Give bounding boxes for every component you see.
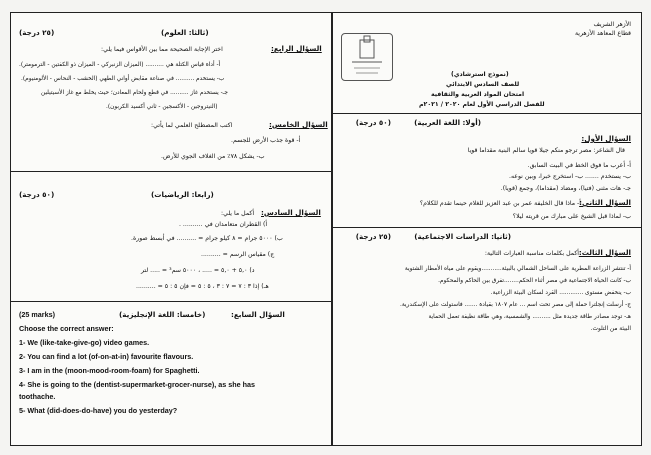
math-line-1: أ) القطران متعامدان في .......... .	[179, 221, 268, 228]
english-marks: (25 marks)	[19, 310, 55, 319]
arabic-q1-c: جـ- هات مثنى (فتيا)، ومضاد (مقداما)، وجمع (قويا).	[500, 185, 631, 192]
math-title: (رابعا: الرياضيات)	[151, 190, 214, 199]
arabic-q1: السؤال الأول:	[581, 134, 631, 143]
english-item-4: 4- She is going to the (dentist-supermarket-grocer-nurse), as she has	[19, 380, 256, 389]
science-line-2: ب- يستخدم .......... في صناعة مقابض أواني الطهي (الخشب - النحاس - الألومنيوم).	[21, 76, 225, 82]
science-q5-b: ب- يشكل ٧٨٪ من الغلاف الجوي للأرض.	[161, 153, 265, 160]
science-title: (ثالثا: العلوم)	[161, 28, 209, 37]
header-exam: امتحان المواد العربية والثقافية	[431, 91, 525, 98]
arabic-rule	[332, 227, 641, 228]
math-marks: (٥٠ درجة)	[19, 190, 55, 199]
social-q3-head: أكمل بكلمات مناسبة العبارات التالية:	[484, 250, 579, 257]
science-q4: السؤال الرابع:	[271, 44, 322, 53]
azhar-logo	[341, 33, 393, 81]
azhar-logo-icon	[342, 34, 392, 80]
math-line-3: ج) مقياس الرسم = ..........	[201, 251, 275, 258]
social-line-2: ب- كانت الحياة الاجتماعية في مصر أثناء الحكم........تفرق بين الحاكم والمحكوم.	[438, 278, 631, 284]
science-q5: السؤال الخامس:	[269, 120, 328, 129]
header-sector: قطاع المعاهد الأزهرية	[574, 30, 631, 37]
math-q6-head: أكمل ما يلي:	[221, 210, 255, 217]
english-item-2: 2- You can find a lot (of-on-at-in) favourite flavours.	[19, 352, 194, 361]
arabic-marks: (٥٠ درجة)	[355, 118, 391, 127]
header-model: (نموذج استرشادي)	[451, 71, 509, 78]
science-marks: (٢٥ درجة)	[19, 28, 55, 37]
arabic-q2: السؤال الثاني:	[579, 198, 631, 207]
header-term: للفصل الدراسي الأول لعام ٢٠٢٠ / ٢٠٢١م	[419, 101, 545, 108]
social-q3: السؤال الثالث:	[578, 248, 631, 257]
math-rule	[11, 301, 331, 302]
math-line-4: د) ٥,٠ + ٥,٠ = ..... ، ٥٠٠٠ سم³ = ..... لتر	[141, 267, 255, 274]
social-title: (ثانيا: الدراسات الاجتماعية)	[414, 232, 511, 241]
english-head: Choose the correct answer:	[19, 324, 114, 333]
math-q6: السؤال السادس:	[261, 208, 321, 217]
social-line-3: ب- ينخفض مستوى ............. القرد لسكان البيئة الزراعية.	[490, 290, 631, 296]
english-item-1: 1- We (like-take-give-go) video games.	[19, 338, 150, 347]
header-azhar: الأزهر الشريف	[593, 21, 631, 28]
header-rule	[332, 113, 641, 114]
social-line-4: ج- أرسلت إنجلترا حملة إلى مصر تحت اسم ... عام ١٨٠٧ بقيادة ....... فاستولت على الإسكندرية.	[399, 302, 631, 308]
english-item-5: 5- What (did-does-do-have) you do yesterday?	[19, 406, 178, 415]
science-line-3: جـ- يستخدم غاز .......... في قطع ولحام المعادن؛ حيث يخلط مع غاز الأسيتيلين	[41, 90, 228, 96]
arabic-q1-verse: قال الشاعر: مصر ترجو منكم جيلا قويا سالم البنية مقداما قويا	[467, 147, 625, 154]
social-line-1: أ- تنتشر الزراعة المطرية على الساحل الشمالي بالبيئة...........ويقوم على مياه الأمطار الشتوية	[404, 266, 631, 272]
arabic-q2-b: ب- لماذا قبل الشيخ على مبارك من قريته ليلا؟	[512, 213, 631, 220]
science-line-1: أ- أداة قياس الكتلة هي .......... (الميزان الزنبركي - الميزان ذو الكفتين - الترمومتر).	[19, 62, 221, 68]
math-line-5: هـ) إذا ٣ : ٧ = ٧ : ٣ ، ٥ : ٥ = فإن ٥ : ٥ = ..........	[136, 283, 269, 290]
arabic-q2-a: أ- ماذا قال الخليفة عمر بن عبد العزيز للغلام حينما تقدم للكلام؟	[419, 200, 581, 207]
math-line-2: ب) ٥٠٠٠ جرام = ٨ كيلو جرام = .......... في أبسط صورة.	[131, 235, 283, 242]
arabic-q1-b: ب- يستخدم ....... ب- استخرج خبرا، وبين نوعه.	[508, 173, 631, 180]
english-title: (خامسا: اللغة الإنجليزية)	[119, 310, 206, 319]
header-grade: للصف السادس الابتدائي	[446, 81, 520, 88]
english-q7: السؤال السابع:	[231, 310, 285, 319]
column-divider	[331, 13, 333, 445]
science-q4-head: اختر الإجابة الصحيحة مما بين الأقواس فيما يلي:	[101, 46, 223, 53]
science-rule	[11, 171, 331, 172]
arabic-q1-a: أ- أعرب ما فوق الخط في البيت السابق.	[527, 162, 631, 169]
arabic-title: (أولا: اللغة العربية)	[414, 118, 481, 127]
english-item-3: 3- I am in the (moon-mood-room-foam) for Spaghetti.	[19, 366, 200, 375]
science-q5-head: اكتب المصطلح العلمي لما يأتي:	[151, 122, 233, 129]
english-item-4-cont: toothache.	[19, 392, 56, 401]
exam-page	[10, 12, 642, 446]
social-line-5: هـ- توجد مصادر طاقة جديدة مثل .......... والشمسية، وهي طاقة نظيفة تعمل الحماية	[428, 314, 631, 320]
science-line-4: (النيتروجين - الأكسجين - ثاني أكسيد الكربون).	[106, 104, 218, 110]
science-q5-a: أ- قوة جذب الأرض للجسم.	[231, 137, 301, 144]
social-line-6: البيئة من التلوث.	[590, 326, 631, 332]
social-marks: (٢٥ درجة)	[355, 232, 391, 241]
